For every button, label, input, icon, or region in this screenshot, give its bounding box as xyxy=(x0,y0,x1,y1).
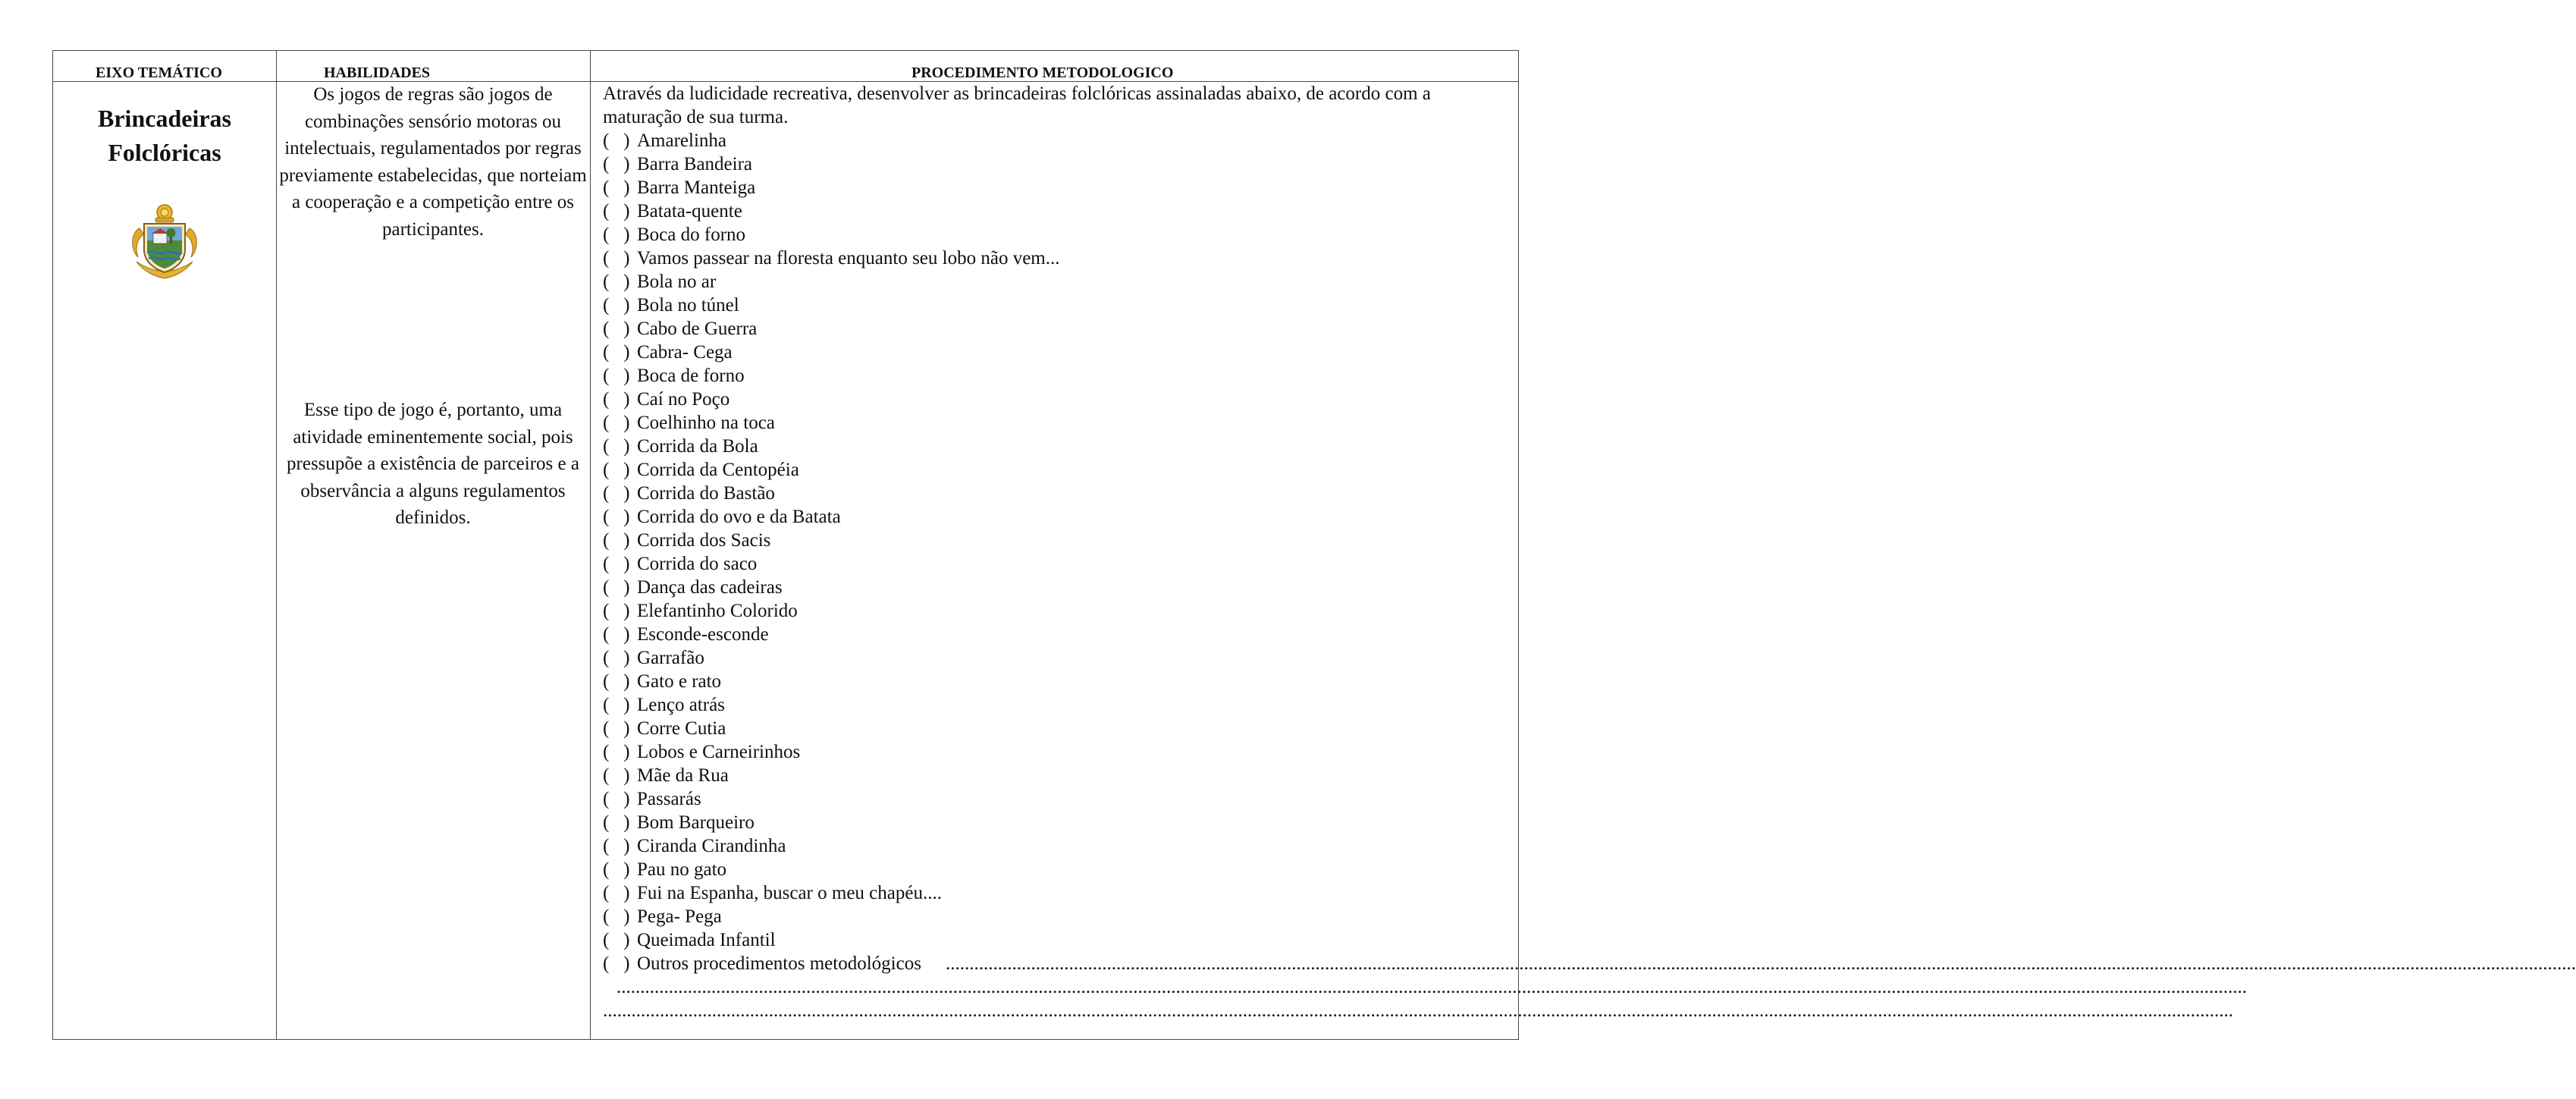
checklist-item xyxy=(603,552,1505,576)
checkbox-parens[interactable]: ( ) xyxy=(603,718,630,739)
checklist-item xyxy=(603,435,1505,458)
checklist-item-label: Passarás xyxy=(637,789,701,809)
checklist-item xyxy=(603,270,1505,294)
checklist-item xyxy=(603,928,1505,952)
checklist-item-label: Garrafão xyxy=(637,648,704,668)
dotted-fill-line: ........................................................................................................................................................................................................................................................................................................................................................ xyxy=(946,953,2576,974)
checkbox-parens[interactable]: ( ) xyxy=(603,366,630,386)
checklist-item xyxy=(603,529,1505,552)
header-habilidades: HABILIDADES xyxy=(324,64,431,81)
checklist-item-label: Lobos e Carneirinhos xyxy=(637,742,801,762)
checkbox-parens[interactable]: ( ) xyxy=(603,648,630,668)
checkbox-parens[interactable]: ( ) xyxy=(603,413,630,433)
checklist-item xyxy=(603,176,1505,199)
checklist-item-label: Amarelinha xyxy=(637,130,727,151)
checkbox-parens[interactable]: ( ) xyxy=(603,883,630,903)
checklist-item-label: Batata-quente xyxy=(637,201,742,221)
checkbox-parens[interactable]: ( ) xyxy=(603,530,630,551)
checklist-item-label: Corrida da Bola xyxy=(637,436,758,457)
checkbox-parens[interactable]: ( ) xyxy=(603,953,630,974)
procedimento-content xyxy=(603,82,2576,1022)
checkbox-parens[interactable]: ( ) xyxy=(603,742,630,762)
eixo-title-line2: Folclóricas xyxy=(108,139,221,166)
checklist-item-label: Lenço atrás xyxy=(637,695,725,715)
checklist-item xyxy=(603,411,1505,435)
checkbox-parens[interactable]: ( ) xyxy=(603,319,630,339)
checklist-item xyxy=(603,341,1505,364)
checklist-item xyxy=(603,599,1505,623)
header-procedimento: PROCEDIMENTO METODOLOGICO xyxy=(911,64,1174,81)
checklist-item-label: Mãe da Rua xyxy=(637,765,729,786)
checkbox-parens[interactable]: ( ) xyxy=(603,460,630,480)
checkbox-parens[interactable]: ( ) xyxy=(603,342,630,363)
checklist-item xyxy=(603,881,1505,905)
checklist-item-label: Bola no ar xyxy=(637,272,717,292)
checkbox-parens[interactable]: ( ) xyxy=(603,295,630,316)
dotted-fill-line: ........................................................................................................................................................................................................................................................................................................................................................ xyxy=(617,977,2247,997)
checklist-item xyxy=(603,388,1505,411)
header-eixo-tematico: EIXO TEMÁTICO xyxy=(96,64,222,81)
checklist-item-label: Boca do forno xyxy=(637,225,746,245)
checkbox-parens[interactable]: ( ) xyxy=(603,859,630,880)
checkbox-parens[interactable]: ( ) xyxy=(603,671,630,692)
checklist-item xyxy=(603,717,1505,740)
checkbox-parens[interactable]: ( ) xyxy=(603,225,630,245)
checklist-item-label: Barra Bandeira xyxy=(637,154,753,174)
checkbox-parens[interactable]: ( ) xyxy=(603,483,630,504)
checkbox-parens[interactable]: ( ) xyxy=(603,436,630,457)
checklist-item xyxy=(603,223,1505,246)
checkbox-parens[interactable]: ( ) xyxy=(603,577,630,598)
checklist-item-label: Caí no Poço xyxy=(637,389,730,410)
checklist-item xyxy=(603,693,1505,717)
checkbox-parens[interactable]: ( ) xyxy=(603,789,630,809)
checklist-item xyxy=(603,858,1505,881)
checklist-item xyxy=(603,905,1505,928)
checklist-item-label: Boca de forno xyxy=(637,366,745,386)
checklist-item xyxy=(603,834,1505,858)
checklist-item xyxy=(603,623,1505,646)
checkbox-parens[interactable]: ( ) xyxy=(603,812,630,833)
checklist-item xyxy=(603,294,1505,317)
checklist-item-label: Fui na Espanha, buscar o meu chapéu.... xyxy=(637,883,942,903)
checkbox-parens[interactable]: ( ) xyxy=(603,130,630,151)
checklist-item-label: Corrida do saco xyxy=(637,554,758,574)
checklist-item xyxy=(603,505,1505,529)
checklist-item xyxy=(603,576,1505,599)
checkbox-parens[interactable]: ( ) xyxy=(603,507,630,527)
checkbox-parens[interactable]: ( ) xyxy=(603,624,630,645)
checklist-item xyxy=(603,246,1505,270)
checklist-item-label: Ciranda Cirandinha xyxy=(637,836,786,856)
checklist-item-label: Corre Cutia xyxy=(637,718,726,739)
checklist-item xyxy=(603,364,1505,388)
activity-checklist xyxy=(603,129,2576,975)
checklist-item xyxy=(603,152,1505,176)
checklist-item-label: Corrida do ovo e da Batata xyxy=(637,507,841,527)
checklist-item xyxy=(603,129,1505,152)
checklist-item-label: Esconde-esconde xyxy=(637,624,769,645)
checklist-item xyxy=(603,646,1505,670)
checklist-item-label: Bola no túnel xyxy=(637,295,739,316)
checklist-item-label: Queimada Infantil xyxy=(637,930,776,950)
checklist-item-label: Barra Manteiga xyxy=(637,177,756,198)
checklist-item-label: Bom Barqueiro xyxy=(637,812,755,833)
checkbox-parens[interactable]: ( ) xyxy=(603,154,630,174)
checkbox-parens[interactable]: ( ) xyxy=(603,248,630,268)
checkbox-parens[interactable]: ( ) xyxy=(603,389,630,410)
checkbox-parens[interactable]: ( ) xyxy=(603,836,630,856)
checkbox-parens[interactable]: ( ) xyxy=(603,554,630,574)
checklist-item xyxy=(603,199,1505,223)
dotted-fill-line: ........................................................................................................................................................................................................................................................................................................................................................ xyxy=(603,1000,2233,1021)
checkbox-parens[interactable]: ( ) xyxy=(603,695,630,715)
checklist-item xyxy=(603,811,1505,834)
column-divider xyxy=(590,51,591,1039)
checklist-item-label: Elefantinho Colorido xyxy=(637,601,798,621)
checklist-item xyxy=(603,482,1505,505)
checklist-item xyxy=(603,317,1505,341)
checklist-item-label: Cabo de Guerra xyxy=(637,319,758,339)
checklist-item-label: Coelhinho na toca xyxy=(637,413,775,433)
eixo-title-line1: Brincadeiras xyxy=(98,105,231,132)
checklist-item-label: Pau no gato xyxy=(637,859,727,880)
checkbox-parens[interactable]: ( ) xyxy=(603,765,630,786)
checklist-item xyxy=(603,764,1505,787)
checklist-item-label: Corrida da Centopéia xyxy=(637,460,799,480)
habilidades-paragraph-1: Os jogos de regras são jogos de combinações sensório motoras ou intelectuais, regulamentados por regras previamente estabelecidas, que norteiam a cooperação e a competição entre os participantes. xyxy=(279,84,587,240)
checklist-item xyxy=(603,787,1505,811)
checklist-item xyxy=(603,740,1505,764)
checklist-item-label: Pega- Pega xyxy=(637,906,722,927)
planning-table xyxy=(52,50,2576,1040)
checklist-item-label: Outros procedimentos metodológicos xyxy=(637,953,921,974)
checklist-item-label: Vamos passear na floresta enquanto seu lobo não vem... xyxy=(637,248,1060,268)
checklist-item xyxy=(603,670,1505,693)
checklist-item-label: Corrida dos Sacis xyxy=(637,530,771,551)
checklist-item-label: Gato e rato xyxy=(637,671,722,692)
checkbox-parens[interactable]: ( ) xyxy=(603,272,630,292)
coat-of-arms-icon xyxy=(129,203,200,281)
procedimento-intro: Através da ludicidade recreativa, desenvolver as brincadeiras folclóricas assinaladas abaixo, de acordo com a maturação de sua turma. xyxy=(603,83,1431,127)
checklist-item-label: Corrida do Bastão xyxy=(637,483,775,504)
checklist-item xyxy=(603,458,1505,482)
eixo-title xyxy=(53,102,276,170)
checklist-item xyxy=(603,952,2576,975)
checkbox-parens[interactable]: ( ) xyxy=(603,906,630,927)
checkbox-parens[interactable]: ( ) xyxy=(603,601,630,621)
checkbox-parens[interactable]: ( ) xyxy=(603,930,630,950)
checkbox-parens[interactable]: ( ) xyxy=(603,177,630,198)
checkbox-parens[interactable]: ( ) xyxy=(603,201,630,221)
checklist-item-label: Dança das cadeiras xyxy=(637,577,783,598)
checklist-item-label: Cabra- Cega xyxy=(637,342,733,363)
habilidades-paragraph-2: Esse tipo de jogo é, portanto, uma atividade eminentemente social, pois pressupõe a existência de parceiros e a observância a alguns regulamentos definidos. xyxy=(287,400,579,528)
